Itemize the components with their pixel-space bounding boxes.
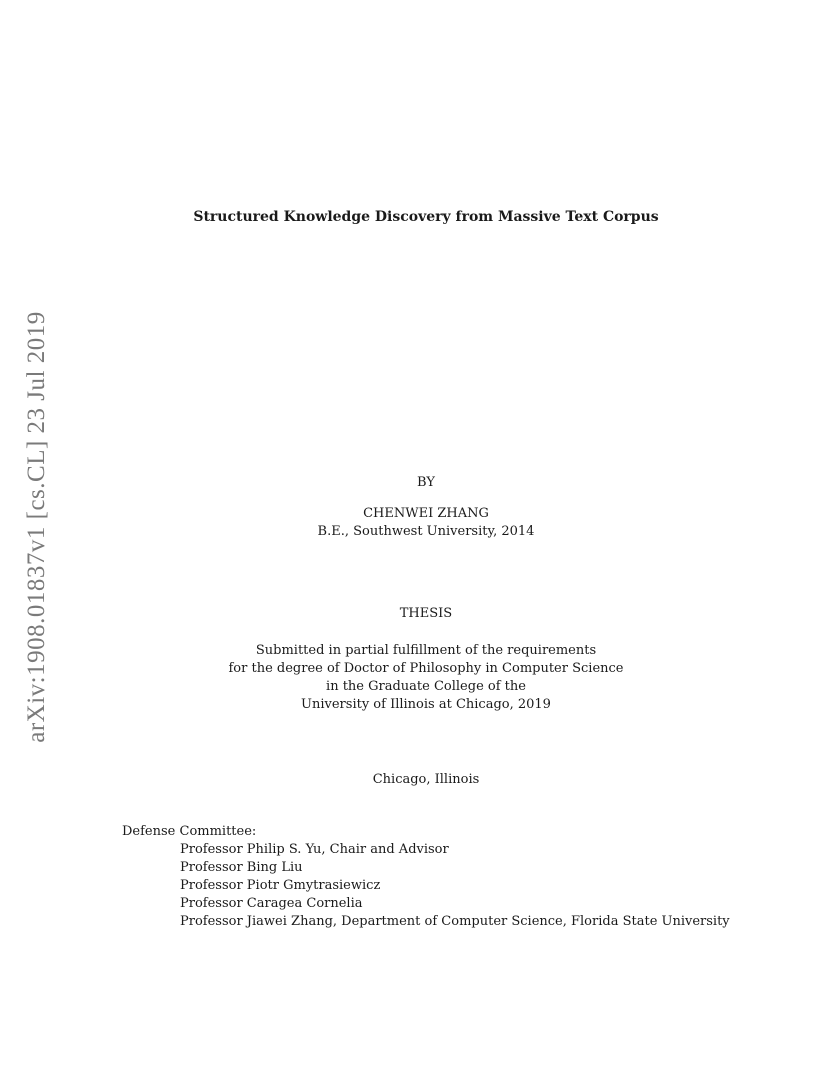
arxiv-identifier[interactable]: arXiv:1908.01837v1 [cs.CL] 23 Jul 2019	[23, 311, 50, 743]
location: Chicago, Illinois	[372, 772, 480, 787]
submission-line: in the Graduate College of the	[326, 679, 526, 694]
by-label: BY	[417, 475, 435, 490]
committee-heading: Defense Committee:	[122, 824, 257, 839]
committee-member: Professor Piotr Gmytrasiewicz	[180, 878, 381, 893]
defense-committee	[122, 823, 730, 931]
submission-statement	[12, 642, 828, 714]
committee-member: Professor Bing Liu	[180, 860, 303, 875]
thesis-title: Structured Knowledge Discovery from Massive Text Corpus	[193, 209, 659, 225]
committee-member: Professor Jiawei Zhang, Department of Computer Science, Florida State University	[180, 914, 730, 929]
author-degree: B.E., Southwest University, 2014	[317, 524, 535, 539]
committee-members	[122, 841, 730, 931]
committee-member: Professor Philip S. Yu, Chair and Advisor	[180, 842, 449, 857]
author-name: CHENWEI ZHANG	[363, 506, 489, 521]
committee-member: Professor Caragea Cornelia	[180, 896, 363, 911]
submission-line: for the degree of Doctor of Philosophy in Computer Science	[228, 661, 624, 676]
submission-line: University of Illinois at Chicago, 2019	[301, 697, 551, 712]
document-type: THESIS	[399, 606, 453, 621]
author-block	[12, 505, 828, 541]
submission-line: Submitted in partial fulfillment of the requirements	[255, 643, 597, 658]
